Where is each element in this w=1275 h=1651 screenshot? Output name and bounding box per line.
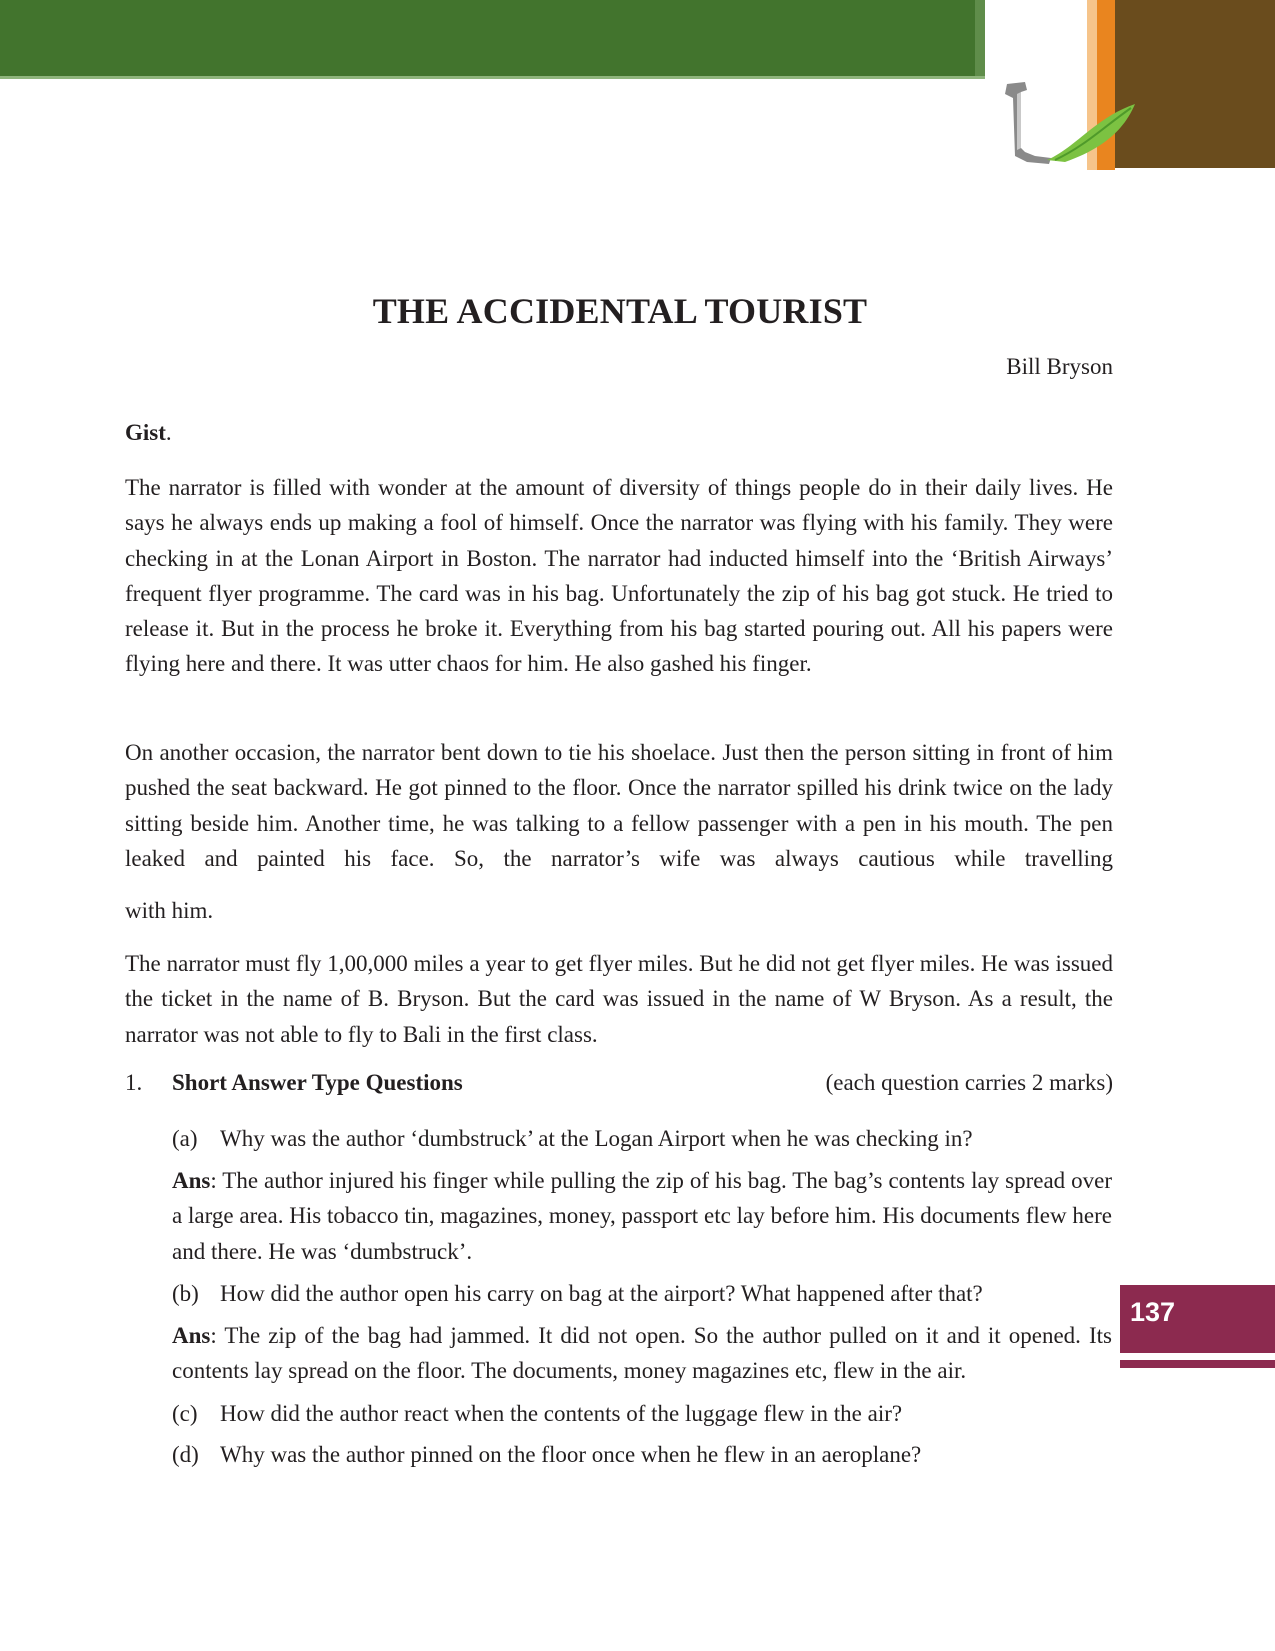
- question-text: Why was the author pinned on the floor once when he flew in an aeroplane?: [220, 1442, 922, 1467]
- answer-b: [172, 1318, 1112, 1389]
- question-a: [172, 1121, 1112, 1156]
- author-name: Bill Bryson: [1006, 354, 1113, 379]
- question-text: How did the author react when the contents of the luggage flew in the air?: [220, 1401, 903, 1426]
- gist-paragraph-1: The narrator is filled with wonder at the amount of diversity of things people do in their daily lives. He says he always ends up making a fool of himself. Once the narrator was flying with his family. They were checking in at the Lonan Airport in Boston. The narrator had inducted himself into the ‘British Airways’ frequent flyer programme. The card was in his bag. Unfortunately the zip of his bag got stuck. He tried to release it. But in the process he broke it. Everything from his bag started pouring out. All his papers were flying here and there. It was utter chaos for him. He also gashed his finger.: [125, 475, 1113, 677]
- question-text: Why was the author ‘dumbstruck’ at the Logan Airport when he was checking in?: [220, 1126, 973, 1151]
- gist-paragraph-3: The narrator must fly 1,00,000 miles a year to get flyer miles. But he did not get flyer miles. He was issued the ticket in the name of B. Bryson. But the card was issued in the name of W Bryson. As a result, the narrator was not able to fly to Bali in the first class.: [125, 951, 1113, 1047]
- question-text: How did the author open his carry on bag at the airport? What happened after that?: [220, 1281, 983, 1306]
- section-title: Short Answer Type Questions: [172, 1070, 463, 1095]
- gist-paragraph-2-end: with him.: [125, 898, 214, 923]
- answer-text: : The zip of the bag had jammed. It did not open. So the author pulled on it and it opened. Its contents lay spread on the floor. The documents, money magazines etc, flew in the air.: [172, 1323, 1112, 1384]
- question-label: (a): [172, 1126, 198, 1151]
- gist-heading: [125, 420, 172, 446]
- header-band-cap: [975, 0, 985, 76]
- page-number-underline: [1120, 1360, 1275, 1368]
- header-green-band: [0, 0, 985, 76]
- page-number: 137: [1130, 1297, 1176, 1327]
- gist-paragraph-2: On another occasion, the narrator bent down to tie his shoelace. Just then the person sitting in front of him pushed the seat backward. He got pinned to the floor. Once the narrator spilled his drink twice on the lady sitting beside him. Another time, he was talking to a fellow passenger with a pen in his mouth. The pen leaked and painted his face. So, the narrator’s wife was always cautious while travelling: [125, 740, 1113, 871]
- gist-label: Gist: [125, 420, 166, 445]
- question-label: (b): [172, 1281, 199, 1306]
- leaf-and-pen-logo: [995, 78, 1165, 178]
- section-marks-note: (each question carries 2 marks): [825, 1070, 1113, 1095]
- question-label: (d): [172, 1442, 199, 1467]
- question-label: (c): [172, 1401, 198, 1426]
- answer-label: Ans: [172, 1168, 211, 1193]
- section-number: 1.: [125, 1070, 143, 1095]
- header-band-underline: [0, 76, 985, 79]
- answer-text: : The author injured his finger while pulling the zip of his bag. The bag’s contents lay spread over a large area. His tobacco tin, magazines, money, passport etc lay before him. His documents flew here and there. He was ‘dumbstruck’.: [172, 1168, 1112, 1264]
- question-b: [172, 1276, 1112, 1311]
- page-title: THE ACCIDENTAL TOURIST: [372, 291, 868, 331]
- answer-label: Ans: [172, 1323, 211, 1348]
- gist-punctuation: .: [165, 420, 172, 445]
- question-d: [172, 1437, 1112, 1472]
- answer-a: [172, 1163, 1112, 1269]
- page-number-tab: [1120, 1285, 1275, 1353]
- question-c: [172, 1396, 1112, 1431]
